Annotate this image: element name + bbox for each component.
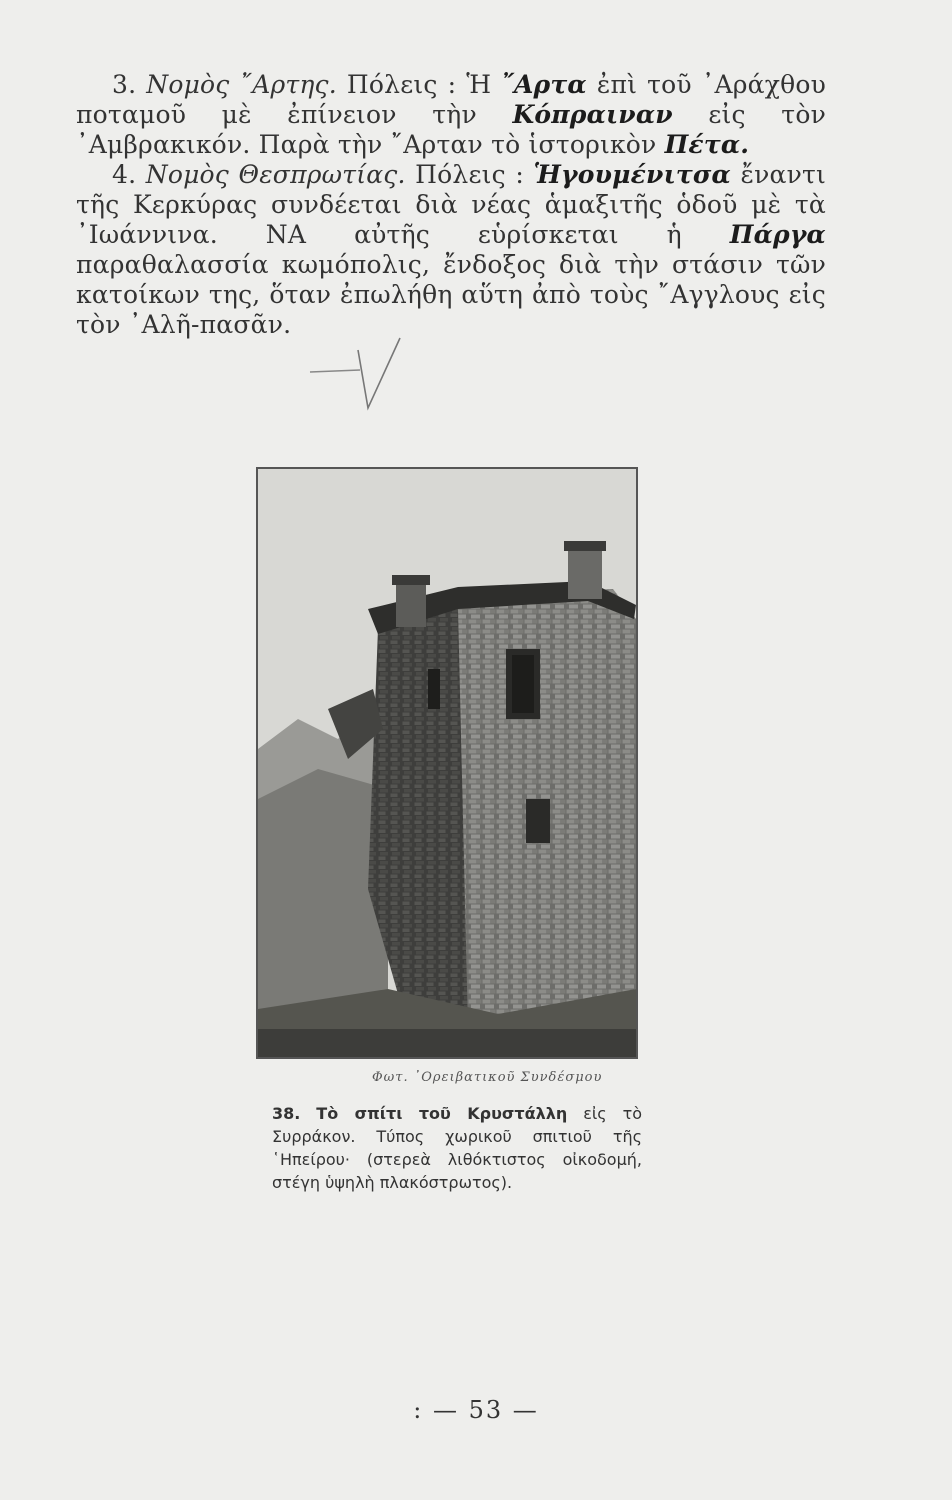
house-photograph	[256, 467, 638, 1059]
photo-caption	[272, 1102, 642, 1194]
caption-number: 38.	[272, 1104, 301, 1123]
text-run: ἐπὶ τοῦ ᾿Αράχθου ποταμοῦ μὲ ἐπίνειον τὴν	[76, 70, 826, 129]
cities-label: Πόλεις :	[405, 160, 534, 189]
city-igoumenitsa: Ἡγουμένιτσα	[533, 160, 731, 189]
text-run: ἔναντι τῆς Κερκύρας συνδέεται διὰ νέας ἁμαξιτῆς ὁδοῦ μὲ τὰ ᾿Ιωάννινα. ΝΑ αὐτῆς εὑρίσκεται ἡ	[76, 160, 826, 249]
paragraph-thesprotia	[76, 160, 826, 340]
page-number: : — 53 —	[413, 1396, 539, 1424]
stone-house-image	[258, 469, 636, 1057]
caption-text: εἰς τὸ Συρράκον. Τύπος χωρικοῦ σπιτιοῦ τῆς ῾Ηπείρου· (στερεὰ λιθόκτιστος οἰκοδομή, στέγη ὑψηλὴ πλακόστρωτος).	[272, 1104, 643, 1192]
prefecture-name: Νομὸς ῎Αρτης.	[146, 70, 337, 99]
prefecture-name: Νομὸς Θεσπρωτίας.	[145, 160, 406, 189]
cities-label: Πόλεις :	[336, 70, 467, 99]
pencil-checkmark-mark	[300, 330, 420, 420]
article-word: Ἡ	[466, 70, 502, 99]
item-number: 3.	[112, 70, 147, 99]
item-number: 4.	[112, 160, 146, 189]
text-run: εἰς τὸν ᾿Αμβρακικόν. Παρὰ τὴν ῎Αρταν τὸ ἱστορικὸν	[76, 100, 826, 159]
body-text	[76, 70, 826, 340]
city-arta: ῎Αρτα	[501, 70, 587, 99]
place-peta: Πέτα.	[664, 130, 750, 159]
city-parga: Πάργα	[729, 220, 826, 249]
caption-title: Τὸ σπίτι τοῦ Κρυστάλλη	[316, 1104, 568, 1123]
text-run: παραθαλασσία κωμόπολις, ἔνδοξος διὰ τὴν στάσιν τῶν κατοίκων της, ὅταν ἐπωλήθη αὕτη ἀπὸ τοὺς ῎Αγγλους εἰς τὸν ᾿Αλῆ-πασᾶν.	[76, 250, 826, 339]
city-koprainan: Κόπραιναν	[512, 100, 673, 129]
photo-credit: Φωτ. ᾿Ορειβατικοῦ Συνδέσμου	[372, 1070, 603, 1085]
paragraph-arta	[76, 70, 826, 160]
